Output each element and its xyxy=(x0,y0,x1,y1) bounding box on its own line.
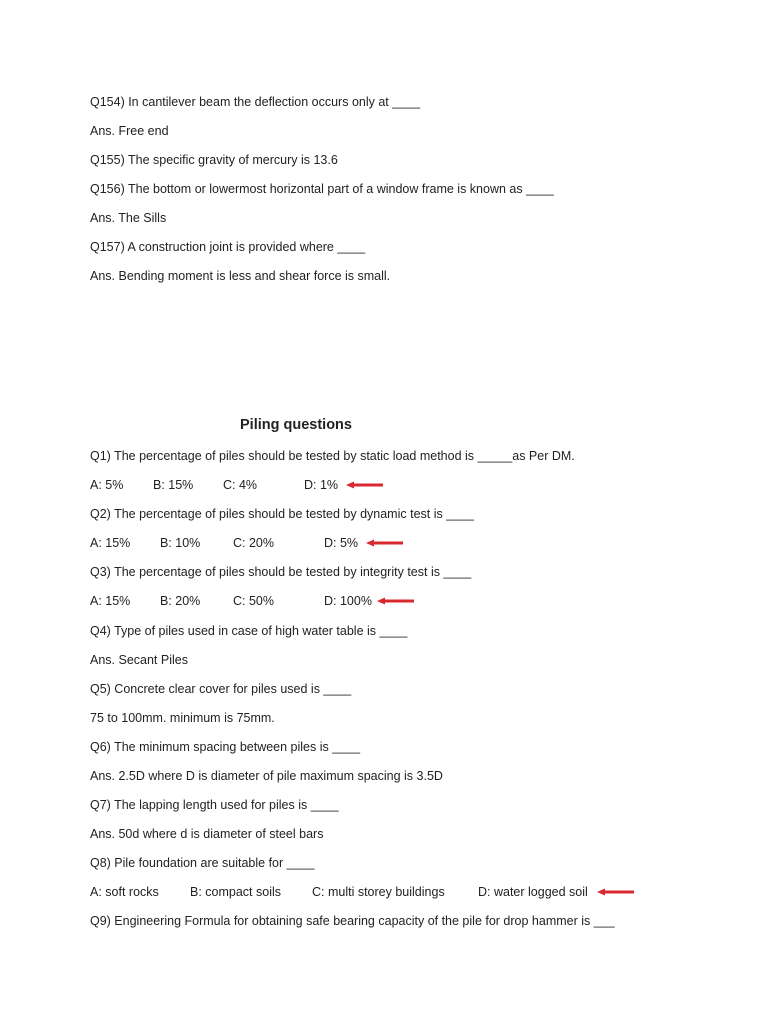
option-a: A: 15% xyxy=(90,594,131,608)
option-c: C: 50% xyxy=(233,594,274,608)
left-arrow-icon xyxy=(365,538,405,548)
question-157: Q157) A construction joint is provided where ____ xyxy=(90,240,366,254)
option-b: B: 10% xyxy=(160,536,201,550)
question-4: Q4) Type of piles used in case of high water table is ____ xyxy=(90,624,408,638)
question-154: Q154) In cantilever beam the deflection occurs only at ____ xyxy=(90,95,421,109)
answer-4: Ans. Secant Piles xyxy=(90,653,188,667)
option-a: A: soft rocks xyxy=(90,885,159,899)
answer-6: Ans. 2.5D where D is diameter of pile maximum spacing is 3.5D xyxy=(90,769,443,783)
option-d: D: 5% xyxy=(324,536,359,550)
option-c: C: 4% xyxy=(223,478,258,492)
option-a: A: 5% xyxy=(90,478,124,492)
option-b: B: 15% xyxy=(153,478,194,492)
question-156: Q156) The bottom or lowermost horizontal part of a window frame is known as ____ xyxy=(90,182,554,196)
option-c: C: multi storey buildings xyxy=(312,885,445,899)
answer-156: Ans. The Sills xyxy=(90,211,167,225)
question-155: Q155) The specific gravity of mercury is 13.6 xyxy=(90,153,338,167)
option-b: B: 20% xyxy=(160,594,201,608)
question-9: Q9) Engineering Formula for obtaining safe bearing capacity of the pile for drop hammer is ___ xyxy=(90,914,615,928)
question-2: Q2) The percentage of piles should be tested by dynamic test is ____ xyxy=(90,507,475,521)
answer-157: Ans. Bending moment is less and shear force is small. xyxy=(90,269,391,283)
section-heading: Piling questions xyxy=(240,417,352,433)
option-d: D: 1% xyxy=(304,478,339,492)
option-d: D: water logged soil xyxy=(478,885,588,899)
question-6: Q6) The minimum spacing between piles is ____ xyxy=(90,740,361,754)
answer-7: Ans. 50d where d is diameter of steel bars xyxy=(90,827,324,841)
left-arrow-icon xyxy=(345,480,385,490)
question-7: Q7) The lapping length used for piles is ____ xyxy=(90,798,339,812)
option-b: B: compact soils xyxy=(190,885,282,899)
question-3: Q3) The percentage of piles should be tested by integrity test is ____ xyxy=(90,565,472,579)
left-arrow-icon xyxy=(376,596,416,606)
question-1: Q1) The percentage of piles should be tested by static load method is _____as Per DM. xyxy=(90,449,575,463)
question-8: Q8) Pile foundation are suitable for ____ xyxy=(90,856,315,870)
option-c: C: 20% xyxy=(233,536,274,550)
answer-5: 75 to 100mm. minimum is 75mm. xyxy=(90,711,275,725)
option-a: A: 15% xyxy=(90,536,131,550)
question-5: Q5) Concrete clear cover for piles used is ____ xyxy=(90,682,352,696)
option-d: D: 100% xyxy=(324,594,372,608)
left-arrow-icon xyxy=(596,887,636,897)
answer-154: Ans. Free end xyxy=(90,124,169,138)
